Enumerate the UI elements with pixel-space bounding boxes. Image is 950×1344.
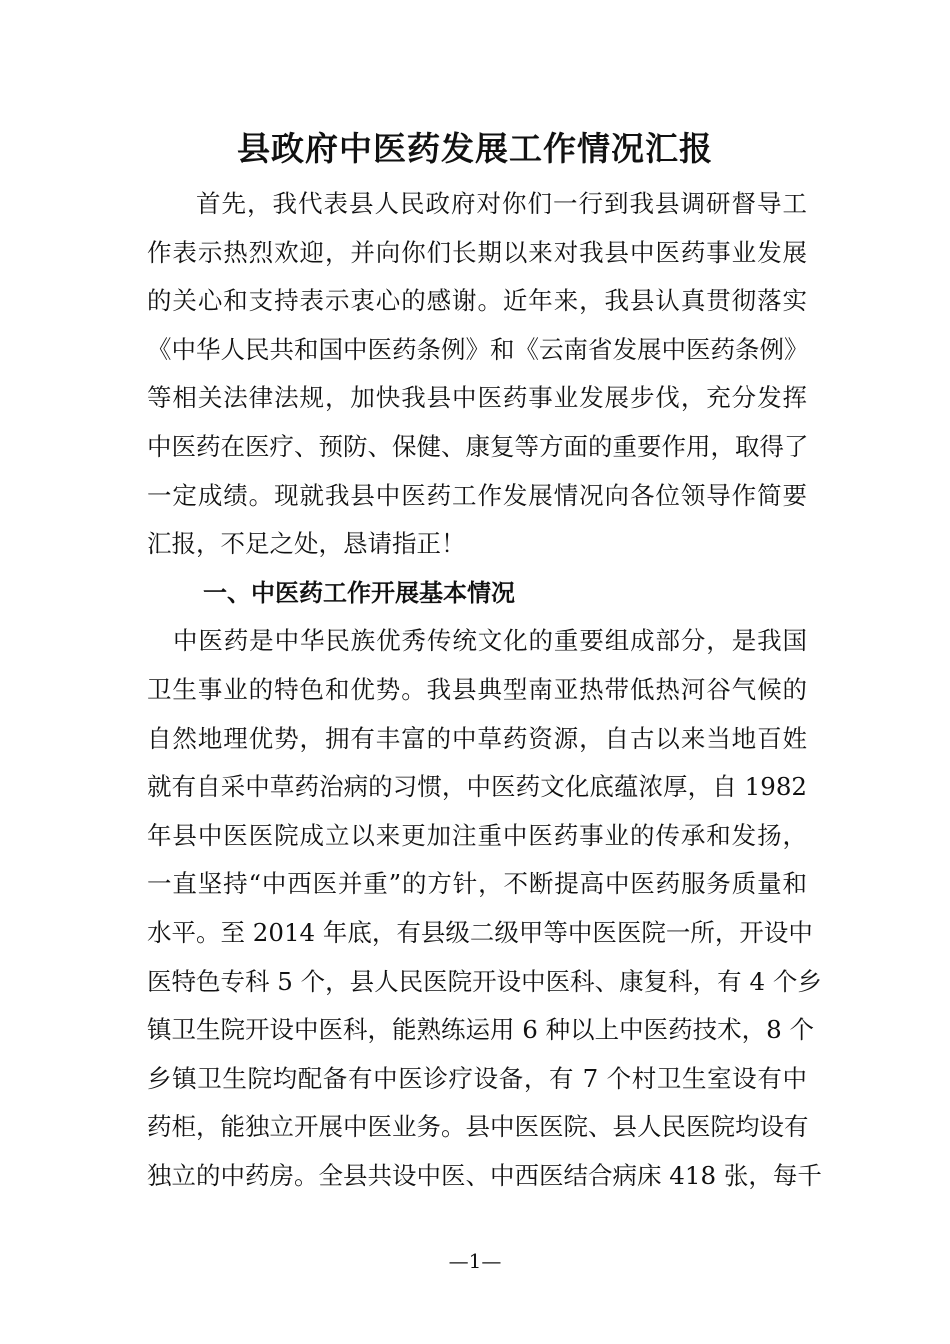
- paragraph-line: 医特色专科 5 个，县人民医院开设中医科、康复科，有 4 个乡: [147, 966, 822, 996]
- paragraph-line: 作表示热烈欢迎，并向你们长期以来对我县中医药事业发展: [147, 237, 807, 267]
- paragraph-line: 水平。至 2014 年底，有县级二级甲等中医医院一所，开设中: [147, 917, 813, 947]
- paragraph-line: 中医药在医疗、预防、保健、康复等方面的重要作用，取得了: [147, 431, 809, 461]
- paragraph-line: 《中华人民共和国中医药条例》和《云南省发展中医药条例》: [147, 334, 809, 364]
- paragraph-line: 就有自采中草药治病的习惯，中医药文化底蕴浓厚，自 1982: [147, 772, 807, 802]
- page-number: —1—: [448, 1249, 502, 1273]
- document-body: [147, 180, 822, 1200]
- paragraph-line: 一直坚持“中西医并重”的方针，不断提高中医药服务质量和: [147, 869, 807, 899]
- paragraph-line: 卫生事业的特色和优势。我县典型南亚热带低热河谷气候的: [147, 674, 807, 704]
- paragraph-line: 一定成绩。现就我县中医药工作发展情况向各位领导作简要: [147, 480, 807, 510]
- paragraph-line: 中医药是中华民族优秀传统文化的重要组成部分，是我国: [173, 626, 807, 656]
- paragraph-line: 乡镇卫生院均配备有中医诊疗设备，有 7 个村卫生室设有中: [147, 1063, 807, 1093]
- paragraph-line: 自然地理优势，拥有丰富的中草药资源，自古以来当地百姓: [147, 723, 807, 753]
- section-heading: 一、中医药工作开展基本情况: [203, 577, 515, 607]
- paragraph-line: 年县中医医院成立以来更加注重中医药事业的传承和发扬，: [147, 820, 807, 850]
- document-title: 县政府中医药发展工作情况汇报: [237, 129, 713, 168]
- paragraph-line: 等相关法律法规，加快我县中医药事业发展步伐，充分发挥: [147, 383, 807, 413]
- paragraph-line: 镇卫生院开设中医科，能熟练运用 6 种以上中医药技术，8 个: [147, 1015, 815, 1045]
- paragraph-line: 独立的中药房。全县共设中医、中西医结合病床 418 张，每千: [147, 1160, 822, 1190]
- paragraph-line: 汇报，不足之处，恳请指正！: [147, 529, 466, 559]
- paragraph-line: 首先，我代表县人民政府对你们一行到我县调研督导工: [196, 189, 807, 218]
- paragraph-line: 的关心和支持表示衷心的感谢。近年来，我县认真贯彻落实: [147, 286, 807, 316]
- paragraph-line: 药柜，能独立开展中医业务。县中医医院、县人民医院均设有: [147, 1112, 809, 1142]
